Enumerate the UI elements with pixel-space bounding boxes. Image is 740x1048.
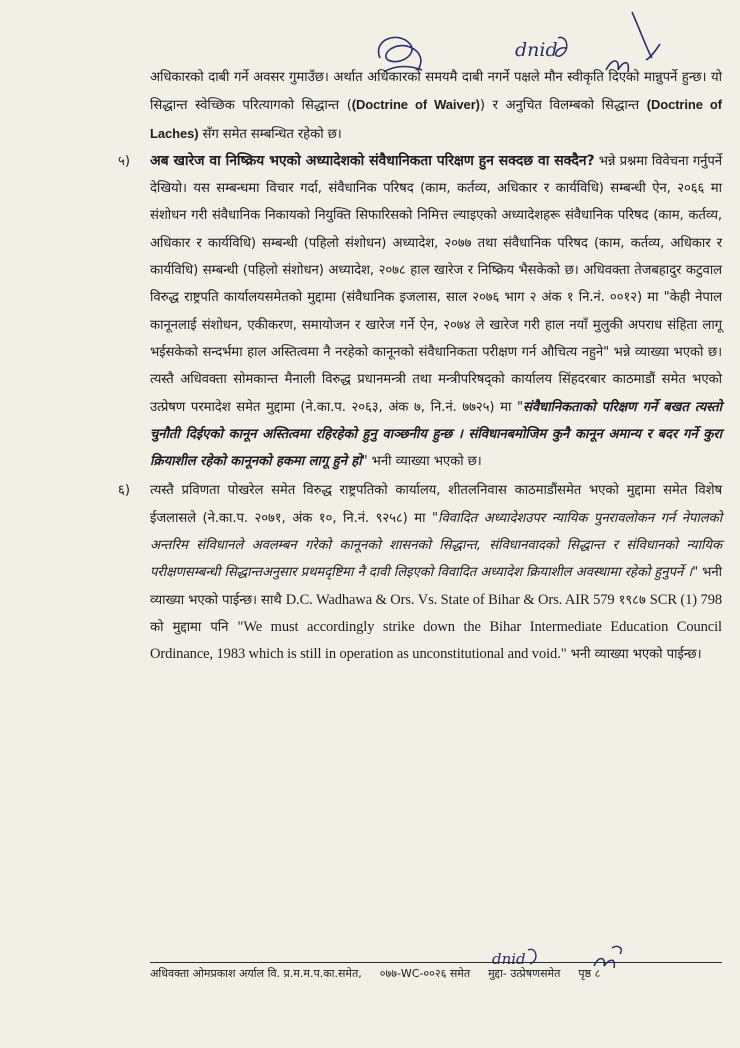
footer-subject: मुद्दा- उत्प्रेषणसमेत — [488, 967, 561, 980]
quoted-text: विवादित अध्यादेशउपर न्यायिक पुनरावलोकन गर्न नेपालको अन्तरिम संविधानले अवलम्बन गरेको कानूनको शासनको सिद्धान्त, संविधानवादको सिद्धान्त र संविधानको न्यायिक परीक्षणसम्बन्धी सिद्धान्तअनुसार प्रथमदृष्टिमा नै दावी लिइएको विवादित अध्यादेश क्रियाशील अवस्थामा रहेको हुनुपर्ने । — [150, 510, 723, 581]
paragraph-continuation: अधिकारको दाबी गर्ने अवसर गुमाउँछ। अर्थात अधिकारको समयमै दाबी नगर्ने पक्षले मौन स्वीकृति दिएको मान्नुपर्ने हुन्छ। यो सिद्धान्त स्वेच्छिक परित्यागको सिद्धान्त ((Doctrine of Waiver)) र अनुचित विलम्बको सिद्धान्त (Doctrine of Laches) सँग समेत सम्बन्धित रहेको छ। — [150, 70, 723, 142]
document-body — [118, 64, 723, 669]
quoted-text: संवैधानिकताको परिक्षण गर्ने बखत त्यस्तो चुनौती दिईएको कानून अस्तित्वमा रहिरहेको हुनु वाञ्छनीय हुन्छ । संविधानबमोजिम कुनै कानून अमान्य र बदर गर्ने कुरा क्रियाशील रहेको कानूनको हकमा लागू हुने हो — [150, 399, 722, 470]
svg-text:dnid: dnid — [515, 39, 558, 61]
signature-2 — [515, 37, 567, 61]
paragraph-5: ५) अब खारेज वा निष्क्रिय भएको अध्यादेशको संवैधानिकता परिक्षण हुन सक्दछ वा सक्दैन? भन्ने प्रश्नमा विवेचना गर्नुपर्ने देखियो। यस सम्बन्धमा विचार गर्दा, संवैधानिक परिषद (काम, कर्तव्य, अधिकार र कार्यविधि) सम्बन्धी ऐन, २०६६ मा संशोधन गरी संवैधानिक निकायको नियुक्ति सिफारिसको निमित्त ल्याइएको अध्यादेशहरू संवैधानिक परिषद (काम, कर्तव्य, अधिकार र कार्यविधि) सम्बन्धी (पहिलो संशोधन) अध्यादेश, २०७७ तथा संवैधानिक परिषद (काम, कर्तव्य, अधिकार र कार्यविधि) सम्बन्धी (पहिलो संशोधन) अध्यादेश, २०७८ हाल खारेज र निष्क्रिय भैसकेको छ। अधिवक्ता तेजबहादुर कटुवाल विरुद्ध राष्ट्रपति कार्यालयसमेतको मुद्दामा (संवैधानिक इजलास, साल २०७६ भाग २ अंक १ नि.नं. ००१२) मा "केही नेपाल कानूनलाई संशोधन, एकीकरण, समायोजन र खारेज गर्ने ऐन, २०७४ ले खारेज गरी हाल नयाँ मुलुकी अपराध संहिता लागू भईसकेको सन्दर्भमा हाल अस्तित्वमा नै नरहेको कानूनको संवैधानिकता परीक्षण गर्न औचित्य नहुने" भन्ने व्याख्या भएको छ। त्यस्तै अधिवक्ता सोमकान्त मैनाली विरुद्ध प्रधानमन्त्री तथा मन्त्रीपरिषद्को कार्यालय सिंहदरबार काठमाडौं समेत भएको उत्प्रेषण परमादेश समेत मुद्दामा (ने.का.प. २०६३, अंक ७, नि.नं. ७७२५) मा "संवैधानिकताको परिक्षण गर्ने बखत त्यस्तो चुनौती दिईएको कानून अस्तित्वमा रहिरहेको हुनु वाञ्छनीय हुन्छ । संविधानबमोजिम कुनै कानून अमान्य र बदर गर्ने कुरा क्रियाशील रहेको कानूनको हकमा लागू हुने हो" भनी व्याख्या भएको छ। — [150, 148, 722, 476]
question-heading: अब खारेज वा निष्क्रिय भएको अध्यादेशको संवैधानिकता परिक्षण हुन सक्दछ वा सक्दैन? — [150, 152, 595, 169]
paragraph-number: ५) — [118, 153, 131, 169]
page-footer — [150, 962, 722, 985]
paragraph-number: ६) — [118, 483, 131, 499]
footer-page-number: पृष्ठ ८ — [578, 967, 601, 980]
paragraph-6: ६) त्यस्तै प्रविणता पोखरेल समेत विरुद्ध राष्ट्रपतिको कार्यालय, शीतलनिवास काठमाडौंसमेत भएको मुद्दामा समेत विशेष ईजलासले (ने.का.प. २०७१, अंक १०, नि.नं. ९२५८) मा "विवादित अध्यादेशउपर न्यायिक पुनरावलोकन गर्न नेपालको अन्तरिम संविधानले अवलम्बन गरेको कानूनको शासनको सिद्धान्त, संविधानवादको सिद्धान्त र संविधानको न्यायिक परीक्षणसम्बन्धी सिद्धान्तअनुसार प्रथमदृष्टिमा नै दावी लिइएको विवादित अध्यादेश क्रियाशील अवस्थामा रहेको हुनुपर्ने ।" भनी व्याख्या भएको पाईन्छ। साथै D.C. Wadhawa & Ors. Vs. State of Bihar & Ors. AIR 579 १९८७ SCR (1) 798 को मुद्दामा पनि "We must accordingly strike down the Bihar Intermediate Education Council Ordinance, 1983 which is still in operation as unconstitutional and void." भनी व्याख्या भएको पाईन्छ। — [150, 477, 722, 668]
svg-text:dnid: dnid — [492, 950, 526, 968]
footer-case-title: अधिवक्ता ओमप्रकाश अर्याल वि. प्र.म.म.प.का.समेत, — [150, 967, 362, 980]
footer-case-number: ०७७-WC-००२६ समेत — [379, 967, 471, 980]
signature-3 — [606, 12, 660, 72]
